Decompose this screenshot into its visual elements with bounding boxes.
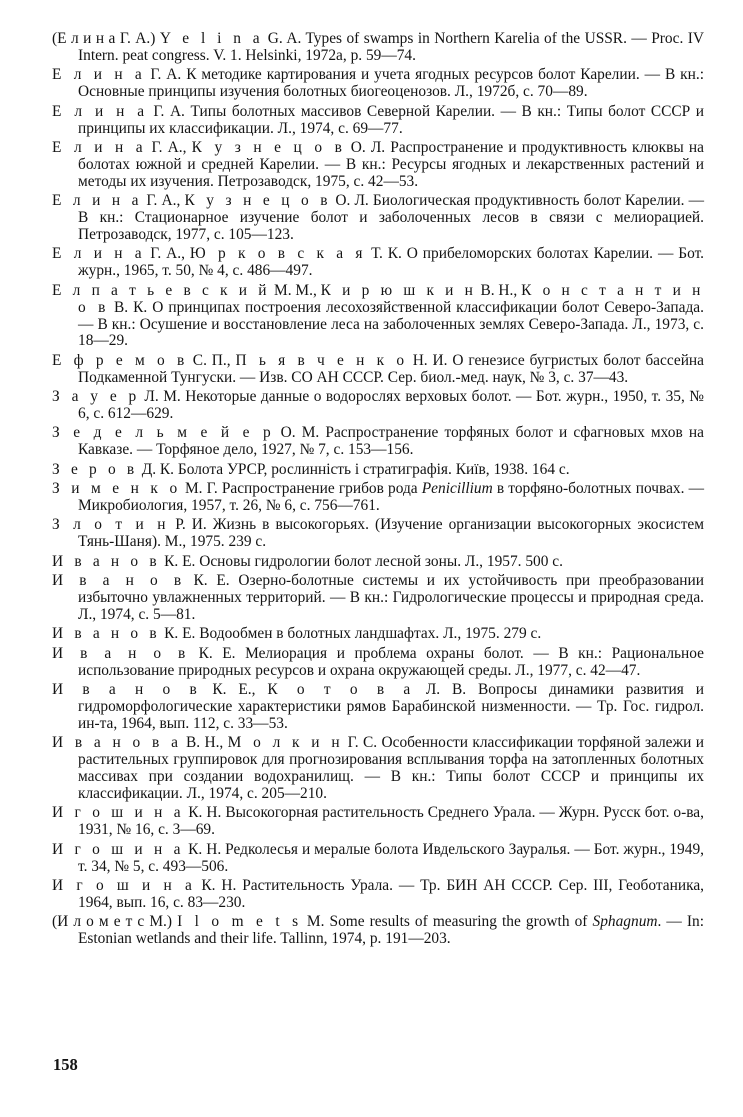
reference-entry [52, 246, 704, 280]
reference-text: Р. И. Жизнь в высокогорьях. (Изучение организации высокогорных экосистем Тянь-Шаня). М., 1975. 239 с. [78, 516, 704, 551]
author-name: З е д е л ь м е й е р [52, 424, 275, 442]
reference-text: . — In: Estonian wetlands and their life. Tallinn, 1974, p. 191—203. [78, 913, 705, 948]
author-name: Е ф р е м о в [52, 351, 188, 369]
author-name: Е л и н а [52, 138, 147, 156]
reference-entry [52, 573, 704, 624]
reference-text: Н. И. О генезисе бугристых болот бассейна Подкаменной Тунгуски. — Изв. СО АН СССР. Сер. биол.-мед. наук, № 3, с. 37—43. [78, 351, 705, 386]
reference-entry [52, 735, 704, 803]
author-name: Е л и н а [52, 192, 143, 210]
reference-entry [52, 425, 704, 459]
reference-entry [52, 283, 704, 351]
reference-text: В. Н., [181, 734, 228, 752]
reference-list [52, 31, 704, 951]
author-name: И в а н о в [52, 681, 201, 699]
reference-entry [52, 353, 704, 387]
reference-entry [52, 554, 704, 571]
author-name: Ю р к о в с к а я [189, 245, 367, 263]
reference-text: Д. К. Болота УРСР, рослинність і стратиграфія. Київ, 1938. 164 с. [137, 460, 570, 478]
reference-text: Г. А., [142, 192, 185, 210]
reference-entry [52, 140, 704, 191]
reference-text: Г. А., [146, 138, 192, 156]
reference-text: С. П., [187, 351, 236, 369]
author-name: И в а н о в [52, 644, 189, 662]
reference-text: К. Н. Растительность Урала. — Тр. БИН АН СССР. Сер. III, Геоботаника, 1964, вып. 16, с. 83—230. [78, 877, 704, 911]
reference-entry [52, 682, 704, 733]
reference-text: В. К. О принципах построения лесохозяйственной классификации болот Северо-Запада. — В кн.: Осушение и восстановление леса на заболоченных землях Северо-Запада. Л., 1973, с. 18—29. [78, 298, 704, 350]
reference-text: К. Е. Водообмен в болотных ландшафтах. Л., 1975. 279 с. [160, 625, 542, 643]
author-name: Е л и н а [52, 102, 148, 120]
author-name: З е р о в [52, 460, 138, 478]
italic-term: Sphagnum [592, 913, 658, 931]
author-name: Е л и н а [52, 245, 146, 263]
author-name: И в а н о в а [52, 734, 182, 752]
reference-entry [52, 31, 704, 65]
italic-term: Penicillium [421, 480, 493, 498]
reference-entry [52, 646, 704, 680]
reference-text: К. Н. Высокогорная растительность Среднего Урала. — Журн. Русск бот. о-ва, 1931, № 16, с. 3—69. [78, 804, 704, 839]
author-name: Е л п а т ь е в с к и й [52, 281, 271, 299]
reference-text: M. Some results of measuring the growth of [301, 913, 593, 931]
author-name: И в а н о в [52, 552, 161, 570]
page-number: 158 [53, 1055, 78, 1074]
reference-text: (И л о м е т с М.) [52, 913, 178, 931]
reference-text: Л. В. Вопросы динамики развития и гидроморфологические характеристики рямов Барабинской низменности. — Тр. Гос. гидрол. ин-та, 1964, вып. 112, с. 33—53. [78, 681, 704, 732]
reference-entry [52, 104, 704, 138]
reference-entry [52, 626, 704, 643]
author-name: З и м е н к о [52, 480, 181, 498]
reference-text: О. М. Распространение торфяных болот и сфагновых мхов на Кавказе. — Торфяное дело, 1927, № 7, с. 153—156. [78, 424, 704, 459]
reference-text: G. A. Types of swamps in Northern Karelia of the USSR. — Proc. IV Intern. peat congress. V. 1. Helsinki, 1972а, p. 59—74. [78, 30, 704, 64]
author-name: Y e l i n a [159, 30, 264, 47]
author-name: М о л к и н [227, 734, 344, 752]
reference-text: Г. А. К методике картирования и учета ягодных ресурсов болот Карелии. — В кн.: Основные принципы изучения болотных биогеоценозов. Л., 1972б, с. 70—89. [78, 66, 704, 101]
reference-entry [52, 389, 704, 423]
reference-entry [52, 914, 704, 948]
reference-entry [52, 842, 704, 876]
reference-text: в торфяно-болотных почвах. — Микробиология, 1957, т. 26, № 6, с. 756—761. [78, 480, 704, 515]
reference-entry [52, 67, 704, 101]
reference-entry [52, 481, 704, 515]
reference-text: М. М., [270, 281, 321, 299]
reference-text: Г. А., [145, 245, 190, 263]
author-name: К о т о в а [267, 681, 414, 699]
author-name: И г о ш и н а [52, 804, 185, 822]
reference-text: М. Г. Распространение грибов рода [180, 480, 422, 498]
author-name: И в а н о в [52, 572, 185, 590]
reference-text: К. Е. Озерно-болотные системы и их устойчивость при преобразовании избыточно увлажненных территорий. — В кн.: Гидрологические процессы и природная среда. Л., 1974, с. 5—81. [78, 572, 704, 623]
reference-text: В. Н., [476, 281, 522, 299]
author-name: К о н с т а н т и н о в [78, 281, 705, 316]
author-name: З л о т и н [52, 516, 170, 534]
reference-text: Г. С. Особенности классификации торфяной залежи и растительных группировок для прогнозирования всплывания торфа на затопленных болотных массивах при создании водохранилищ. — В кн.: Типы болот СССР и принципы их классификации. Л., 1974, с. 205—210. [78, 734, 704, 803]
author-name: К у з н е ц о в [184, 192, 332, 210]
author-name: П ь я в ч е н к о [235, 351, 408, 369]
reference-text: О. Л. Распространение и продуктивность клюквы на болотах южной и средней Карелии. — В кн.: Ресурсы ягодных и лекарственных растений и методы их изучения. Петрозаводск, 1975, с. 42—53. [78, 138, 704, 190]
reference-text: Л. М. Некоторые данные о водорослях верховых болот. — Бот. журн., 1950, т. 35, № 6, с. 612—629. [78, 388, 704, 423]
author-name: I l o m e t s [177, 913, 302, 931]
reference-entry [52, 878, 704, 912]
reference-text: (Е л и н а Г. А.) [52, 30, 160, 47]
reference-text: К. Е. Мелиорация и проблема охраны болот. — В кн.: Рациональное использование природных ресурсов и охрана окружающей среды. Л., 1977, с. 42—47. [78, 644, 705, 679]
reference-text: Г. А. Типы болотных массивов Северной Карелии. — В кн.: Типы болот СССР и принципы их классификации. Л., 1974, с. 69—77. [78, 102, 704, 137]
author-name: И г о ш и н а [52, 840, 185, 858]
reference-entry [52, 805, 704, 839]
reference-text: К. Н. Редколесья и мералые болота Ивдельского Зауралья. — Бот. журн., 1949, т. 34, № 5, с. 493—506. [78, 840, 704, 875]
reference-text: О. Л. Биологическая продуктивность болот Карелии. — В кн.: Стационарное изучение болот и заболоченных лесов в связи с мелиорацией. Петрозаводск, 1977, с. 105—123. [78, 192, 704, 243]
reference-text: Т. К. О прибеломорских болотах Карелии. — Бот. журн., 1965, т. 50, № 4, с. 486—497. [78, 245, 704, 280]
reference-text: К. Е. Основы гидрологии болот лесной зоны. Л., 1957. 500 с. [160, 552, 563, 570]
author-name: Е л и н а [52, 66, 146, 84]
author-name: З а у е р [52, 388, 140, 406]
author-name: К и р ю ш к и н [320, 281, 477, 299]
author-name: И в а н о в [52, 625, 161, 643]
author-name: И г о ш и н а [52, 877, 196, 895]
author-name: К у з н е ц о в [191, 138, 346, 156]
reference-text: К. Е., [200, 681, 268, 699]
reference-entry [52, 462, 704, 479]
reference-entry [52, 517, 704, 551]
reference-entry [52, 193, 704, 244]
